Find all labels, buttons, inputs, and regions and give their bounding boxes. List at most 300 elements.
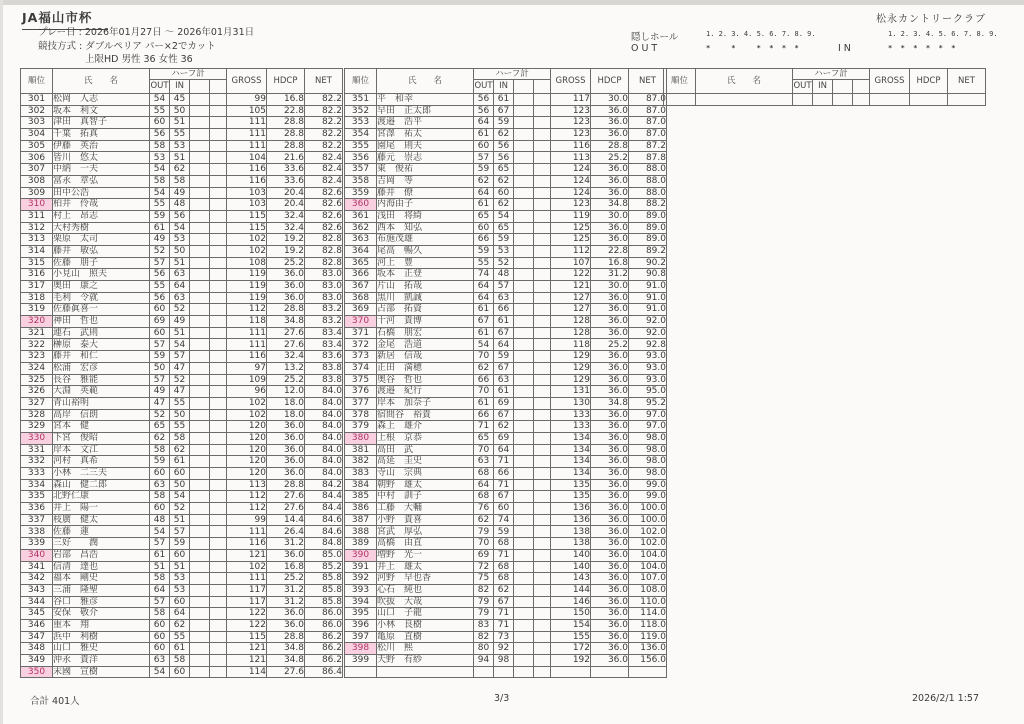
rank-cell: 310	[21, 199, 53, 211]
rank-cell: 354	[345, 129, 377, 141]
blank-cell	[534, 362, 551, 374]
blank-cell	[210, 386, 227, 398]
name-cell: 青山裕明	[53, 397, 150, 409]
in-cell: 48	[170, 199, 190, 211]
net-cell: 84.8	[305, 538, 343, 550]
rank-cell: 372	[345, 339, 377, 351]
table-row	[345, 608, 667, 620]
rank-cell: 314	[21, 245, 53, 257]
gross-cell: 102	[227, 397, 267, 409]
gross-cell: 127	[551, 304, 591, 316]
gross-cell: 96	[227, 386, 267, 398]
gross-cell: 140	[551, 549, 591, 561]
blank-cell	[514, 281, 534, 293]
gross-cell: 146	[551, 596, 591, 608]
net-cell: 104.0	[629, 549, 667, 561]
gross-cell: 123	[551, 129, 591, 141]
hdcp-cell: 36.0	[267, 269, 305, 281]
rank-cell: 305	[21, 140, 53, 152]
in-cell: 56	[170, 210, 190, 222]
hdcp-cell: 36.0	[591, 304, 629, 316]
net-cell: 82.2	[305, 117, 343, 129]
blank-cell	[210, 245, 227, 257]
gross-cell: 117	[551, 94, 591, 106]
blank-cell	[190, 374, 210, 386]
blank-cell	[534, 327, 551, 339]
gross-cell: 113	[551, 152, 591, 164]
blank-cell	[534, 479, 551, 491]
in-cell: 62	[494, 584, 514, 596]
blank-cell	[514, 409, 534, 421]
blank-cell	[190, 491, 210, 503]
hdcp-cell: 36.0	[267, 549, 305, 561]
net-cell: 90.2	[629, 257, 667, 269]
table-row	[345, 140, 667, 152]
table-row	[345, 573, 667, 585]
net-cell: 82.4	[305, 164, 343, 176]
name-cell: 小林 良樹	[377, 619, 474, 631]
name-cell: 佐藤 朋子	[53, 257, 150, 269]
hdcp-cell: 13.2	[267, 362, 305, 374]
table-row	[21, 257, 343, 269]
net-cell: 98.0	[629, 456, 667, 468]
col-header-hdcp: HDCP	[591, 69, 629, 94]
rank-cell: 312	[21, 222, 53, 234]
in-cell: 67	[494, 491, 514, 503]
col-header-half: ハーフ計	[793, 69, 870, 80]
empty-cell	[534, 666, 551, 678]
out-cell: 62	[474, 175, 494, 187]
table-row	[345, 549, 667, 561]
table-row	[21, 491, 343, 503]
name-cell: 大村秀樹	[53, 222, 150, 234]
empty-cell	[948, 94, 986, 106]
table-row	[21, 199, 343, 211]
blank-cell	[190, 666, 210, 678]
hdcp-cell: 28.8	[267, 129, 305, 141]
net-cell: 84.0	[305, 386, 343, 398]
net-cell: 85.8	[305, 596, 343, 608]
out-cell: 74	[474, 269, 494, 281]
blank-cell	[534, 573, 551, 585]
empty-cell	[551, 666, 591, 678]
out-cell: 64	[474, 479, 494, 491]
in-cell: 67	[494, 362, 514, 374]
name-cell: 新居 信哉	[377, 351, 474, 363]
out-cell: 56	[150, 292, 170, 304]
name-cell: 布施茂雄	[377, 234, 474, 246]
footer-page-number: 3/3	[494, 693, 510, 704]
net-cell: 156.0	[629, 655, 667, 667]
net-cell: 87.0	[629, 94, 667, 106]
empty-table-body-row	[664, 94, 986, 106]
blank-cell	[534, 316, 551, 328]
rank-cell: 396	[345, 619, 377, 631]
table-row	[345, 456, 667, 468]
col-header-name: 氏 名	[53, 69, 150, 94]
name-cell: 中納 一夫	[53, 164, 150, 176]
hdcp-cell: 31.2	[591, 269, 629, 281]
method-line: 競技方式 : ダブルペリア パー×2でカット	[38, 40, 216, 52]
out-cell: 70	[474, 386, 494, 398]
out-cell: 63	[150, 479, 170, 491]
gross-cell: 120	[227, 432, 267, 444]
blank-cell	[190, 187, 210, 199]
gross-cell: 131	[551, 386, 591, 398]
rank-cell: 370	[345, 316, 377, 328]
net-cell: 84.2	[305, 479, 343, 491]
table-row	[345, 187, 667, 199]
results-table-left	[20, 68, 343, 678]
name-cell: 柏井 伶哉	[53, 199, 150, 211]
table-row	[345, 339, 667, 351]
net-cell: 97.0	[629, 409, 667, 421]
name-cell: 片山 拓哉	[377, 281, 474, 293]
in-cell: 62	[170, 444, 190, 456]
gross-cell: 135	[551, 491, 591, 503]
name-cell: 榊原 泰大	[53, 339, 150, 351]
blank-cell	[210, 292, 227, 304]
hdcp-cell: 36.0	[267, 468, 305, 480]
blank-cell	[514, 619, 534, 631]
table-row	[21, 292, 343, 304]
net-cell: 84.6	[305, 526, 343, 538]
out-cell: 64	[474, 292, 494, 304]
rank-cell: 390	[345, 549, 377, 561]
net-cell: 84.0	[305, 456, 343, 468]
blank-cell	[190, 222, 210, 234]
out-cell: 60	[474, 222, 494, 234]
net-cell: 100.0	[629, 503, 667, 515]
empty-cell	[853, 94, 870, 106]
hdcp-cell: 25.2	[591, 339, 629, 351]
name-cell: 渡邉 紀行	[377, 386, 474, 398]
hdcp-cell: 25.2	[591, 152, 629, 164]
gross-cell: 104	[227, 152, 267, 164]
table-row	[21, 538, 343, 550]
out-cell: 57	[474, 152, 494, 164]
blank-cell	[514, 152, 534, 164]
blank-cell	[190, 549, 210, 561]
table-row	[21, 608, 343, 620]
blank-cell	[534, 374, 551, 386]
blank-cell	[514, 292, 534, 304]
in-cell: 62	[494, 129, 514, 141]
rank-cell: 330	[21, 432, 53, 444]
table-row	[345, 94, 667, 106]
out-cell: 64	[474, 281, 494, 293]
rank-cell: 399	[345, 655, 377, 667]
rank-cell: 344	[21, 596, 53, 608]
blank-cell	[534, 514, 551, 526]
net-cell: 82.2	[305, 105, 343, 117]
gross-cell: 116	[227, 351, 267, 363]
out-cell: 58	[150, 608, 170, 620]
hdcp-cell: 27.6	[267, 666, 305, 678]
blank-cell	[190, 292, 210, 304]
name-cell: 森山 健二郎	[53, 479, 150, 491]
gross-cell: 116	[227, 175, 267, 187]
in-cell: 53	[170, 140, 190, 152]
gross-cell: 155	[551, 631, 591, 643]
out-cell: 65	[474, 210, 494, 222]
blank-cell	[210, 210, 227, 222]
blank-cell	[514, 432, 534, 444]
blank-cell	[210, 561, 227, 573]
net-cell: 92.0	[629, 316, 667, 328]
name-cell: 千葉 拓真	[53, 129, 150, 141]
hdcp-cell: 28.8	[267, 479, 305, 491]
table-row	[345, 596, 667, 608]
hdcp-cell: 36.0	[267, 608, 305, 620]
play-date-line: プレー日 : 2026年01月27日 〜 2026年01月31日	[38, 27, 255, 38]
name-cell: 藤元 崇志	[377, 152, 474, 164]
blank-cell	[534, 421, 551, 433]
col-header-blank2	[210, 80, 227, 94]
empty-cell	[910, 94, 948, 106]
rank-cell: 303	[21, 117, 53, 129]
blank-cell	[534, 292, 551, 304]
in-cell: 64	[494, 444, 514, 456]
hdcp-cell: 36.0	[267, 619, 305, 631]
table-row	[21, 397, 343, 409]
net-cell: 93.0	[629, 374, 667, 386]
net-cell: 97.0	[629, 421, 667, 433]
name-cell: 朝野 雄太	[377, 479, 474, 491]
blank-cell	[534, 199, 551, 211]
in-cell: 65	[494, 222, 514, 234]
blank-cell	[190, 316, 210, 328]
hdcp-cell: 18.0	[267, 397, 305, 409]
hdcp-cell: 32.4	[267, 210, 305, 222]
in-cell: 51	[170, 327, 190, 339]
blank-cell	[190, 105, 210, 117]
out-cell: 57	[150, 596, 170, 608]
in-cell: 67	[494, 105, 514, 117]
in-cell: 52	[170, 304, 190, 316]
in-cell: 61	[494, 386, 514, 398]
name-cell: 岸本 加奈子	[377, 397, 474, 409]
blank-cell	[534, 164, 551, 176]
col-header-gross: GROSS	[551, 69, 591, 94]
net-cell: 107.0	[629, 573, 667, 585]
gross-cell: 133	[551, 409, 591, 421]
hdcp-cell: 16.8	[591, 257, 629, 269]
rank-cell: 355	[345, 140, 377, 152]
rank-cell: 324	[21, 362, 53, 374]
in-cell: 51	[170, 257, 190, 269]
table-row	[21, 152, 343, 164]
blank-cell	[514, 316, 534, 328]
in-cell: 51	[170, 561, 190, 573]
name-cell: 松岡 人志	[53, 94, 150, 106]
hd-limit-line: 上限HD 男性 36 女性 36	[85, 54, 193, 65]
hdcp-cell: 36.0	[591, 316, 629, 328]
in-cell: 62	[170, 164, 190, 176]
in-cell: 69	[494, 432, 514, 444]
out-cell: 60	[150, 631, 170, 643]
hdcp-cell: 36.0	[591, 526, 629, 538]
hdcp-cell: 36.0	[591, 164, 629, 176]
rank-cell: 329	[21, 421, 53, 433]
rank-cell: 337	[21, 514, 53, 526]
net-cell: 83.2	[305, 304, 343, 316]
name-cell: 松浦 宏彦	[53, 362, 150, 374]
net-cell: 84.4	[305, 503, 343, 515]
gross-cell: 103	[227, 187, 267, 199]
gross-cell: 134	[551, 468, 591, 480]
rank-cell: 395	[345, 608, 377, 620]
hdcp-cell: 31.2	[267, 538, 305, 550]
name-cell: 重本 翔	[53, 619, 150, 631]
col-header-net: NET	[948, 69, 986, 94]
blank-cell	[210, 327, 227, 339]
name-cell: 富永 章弘	[53, 175, 150, 187]
net-cell: 88.0	[629, 164, 667, 176]
name-cell: 岸本 文江	[53, 444, 150, 456]
hdcp-cell: 30.0	[591, 94, 629, 106]
table-row	[345, 479, 667, 491]
name-cell: 井上 雄太	[377, 561, 474, 573]
table-row	[345, 210, 667, 222]
hdcp-cell: 30.0	[591, 210, 629, 222]
blank-cell	[514, 140, 534, 152]
in-cell: 50	[170, 105, 190, 117]
col-header-in: IN	[170, 80, 190, 94]
hdcp-cell: 36.0	[591, 468, 629, 480]
out-cell: 62	[474, 514, 494, 526]
blank-cell	[210, 362, 227, 374]
net-cell: 87.0	[629, 105, 667, 117]
rank-cell: 374	[345, 362, 377, 374]
out-cell: 65	[474, 432, 494, 444]
blank-cell	[534, 409, 551, 421]
name-cell: 坂本 正登	[377, 269, 474, 281]
table-row	[21, 339, 343, 351]
hdcp-cell: 31.2	[267, 584, 305, 596]
out-cell: 61	[474, 199, 494, 211]
gross-cell: 105	[227, 105, 267, 117]
blank-cell	[534, 608, 551, 620]
empty-cell	[813, 94, 833, 106]
in-cell: 60	[170, 549, 190, 561]
gross-cell: 102	[227, 561, 267, 573]
blank-cell	[190, 175, 210, 187]
rank-cell: 388	[345, 526, 377, 538]
table-row	[21, 222, 343, 234]
col-header-gross: GROSS	[870, 69, 910, 94]
net-cell: 88.0	[629, 187, 667, 199]
hdcp-cell: 36.0	[591, 386, 629, 398]
name-cell: 松川 熙	[377, 643, 474, 655]
name-cell: 奥谷 哲也	[377, 374, 474, 386]
out-cell: 57	[150, 257, 170, 269]
in-cell: 60	[170, 666, 190, 678]
net-cell: 82.4	[305, 152, 343, 164]
in-cell: 65	[494, 164, 514, 176]
in-cell: 66	[494, 304, 514, 316]
table-row	[21, 526, 343, 538]
in-cell: 98	[494, 655, 514, 667]
name-cell: 枝廣 健太	[53, 514, 150, 526]
rank-cell: 349	[21, 655, 53, 667]
in-cell: 57	[170, 351, 190, 363]
in-cell: 54	[170, 339, 190, 351]
out-cell: 61	[474, 397, 494, 409]
blank-cell	[514, 514, 534, 526]
in-cell: 50	[170, 409, 190, 421]
blank-cell	[514, 210, 534, 222]
hdcp-cell: 28.8	[267, 631, 305, 643]
rank-cell: 342	[21, 573, 53, 585]
blank-cell	[210, 444, 227, 456]
gross-cell: 120	[227, 421, 267, 433]
in-cell: 73	[494, 631, 514, 643]
gross-cell: 125	[551, 234, 591, 246]
blank-cell	[190, 643, 210, 655]
gross-cell: 133	[551, 421, 591, 433]
name-cell: 連石 武則	[53, 327, 150, 339]
gross-cell: 127	[551, 292, 591, 304]
name-cell: 安保 敬介	[53, 608, 150, 620]
filler-row	[345, 666, 667, 678]
out-cell: 59	[150, 210, 170, 222]
tournament-info	[38, 26, 254, 67]
net-cell: 95.0	[629, 386, 667, 398]
out-cell: 47	[150, 397, 170, 409]
name-cell: 毛利 令就	[53, 292, 150, 304]
out-cell: 64	[474, 187, 494, 199]
out-cell: 52	[150, 409, 170, 421]
blank-cell	[514, 245, 534, 257]
hdcp-cell: 36.0	[591, 409, 629, 421]
rank-cell: 339	[21, 538, 53, 550]
rank-cell: 394	[345, 596, 377, 608]
gross-cell: 134	[551, 444, 591, 456]
out-cell: 61	[150, 549, 170, 561]
empty-cell	[494, 666, 514, 678]
blank-cell	[534, 631, 551, 643]
table-row	[21, 362, 343, 374]
empty-cell	[474, 666, 494, 678]
blank-cell	[210, 351, 227, 363]
name-cell: 宿間谷 裕貴	[377, 409, 474, 421]
blank-cell	[210, 619, 227, 631]
empty-cell	[345, 666, 377, 678]
table-row	[21, 432, 343, 444]
col-header-hdcp: HDCP	[910, 69, 948, 94]
name-cell: 谷口 雅彦	[53, 596, 150, 608]
blank-cell	[534, 397, 551, 409]
table-row	[345, 245, 667, 257]
gross-cell: 122	[551, 269, 591, 281]
hdcp-cell: 18.0	[267, 409, 305, 421]
blank-cell	[210, 397, 227, 409]
gross-cell: 140	[551, 561, 591, 573]
name-cell: 長谷 雅能	[53, 374, 150, 386]
net-cell: 100.0	[629, 514, 667, 526]
name-cell: 神田 哲也	[53, 316, 150, 328]
out-cell: 50	[150, 362, 170, 374]
in-cell: 57	[494, 281, 514, 293]
net-cell: 82.8	[305, 257, 343, 269]
col-header-name: 氏 名	[696, 69, 793, 94]
col-header-rank: 順位	[345, 69, 377, 94]
rank-cell: 334	[21, 479, 53, 491]
rank-cell: 333	[21, 468, 53, 480]
page-title: JA福山市杯	[22, 8, 108, 30]
blank-cell	[514, 199, 534, 211]
